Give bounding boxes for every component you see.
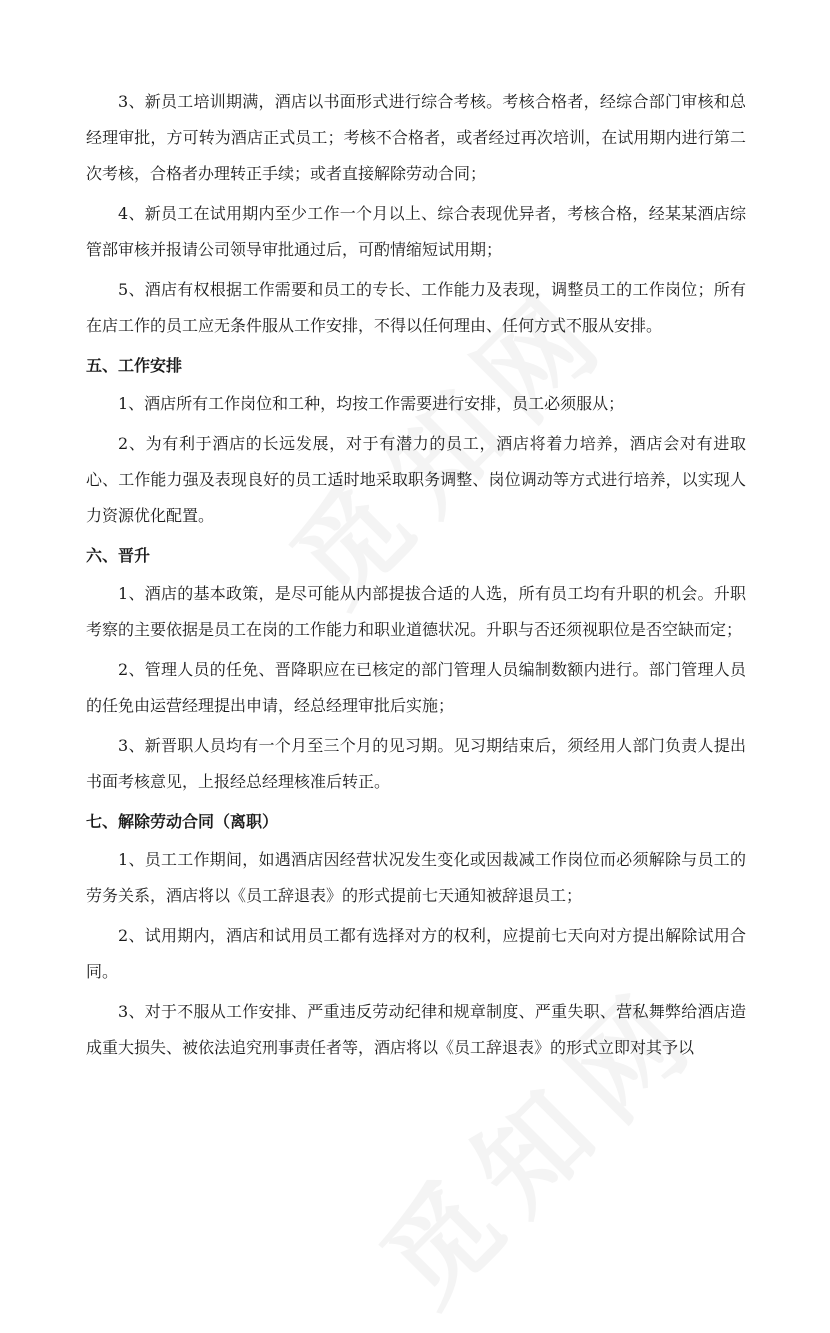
section-heading: 六、晋升 [86, 546, 151, 565]
paragraph: 3、对于不服从工作安排、严重违反劳动纪律和规章制度、严重失职、营私舞弊给酒店造成重大损失、被依法追究刑事责任者等，酒店将以《员工辞退表》的形式立即对其予以 [86, 1002, 746, 1057]
paragraph: 2、为有利于酒店的长远发展，对于有潜力的员工，酒店将着力培养，酒店会对有进取心、工作能力强及表现良好的员工适时地采取职务调整、岗位调动等方式进行培养，以实现人力资源优化配置。 [86, 434, 746, 525]
paragraph: 5、酒店有权根据工作需要和员工的专长、工作能力及表现，调整员工的工作岗位；所有在店工作的员工应无条件服从工作安排，不得以任何理由、任何方式不服从安排。 [86, 280, 746, 335]
paragraph: 1、酒店所有工作岗位和工种，均按工作需要进行安排，员工必须服从； [118, 394, 625, 413]
paragraph: 3、新员工培训期满，酒店以书面形式进行综合考核。考核合格者，经综合部门审核和总经理审批，方可转为酒店正式员工；考核不合格者，或者经过再次培训，在试用期内进行第二次考核，合格者办理转正手续；或者直接解除劳动合同； [86, 92, 746, 183]
paragraph: 1、酒店的基本政策，是尽可能从内部提拔合适的人选，所有员工均有升职的机会。升职考察的主要依据是员工在岗的工作能力和职业道德状况。升职与否还须视职位是否空缺而定； [86, 584, 746, 639]
paragraph: 2、试用期内，酒店和试用员工都有选择对方的权利，应提前七天向对方提出解除试用合同。 [86, 926, 746, 981]
section-heading: 七、解除劳动合同（离职） [86, 812, 279, 831]
paragraph: 2、管理人员的任免、晋降职应在已核定的部门管理人员编制数额内进行。部门管理人员的任免由运营经理提出申请，经总经理审批后实施； [86, 660, 746, 715]
section-heading: 五、工作安排 [86, 356, 183, 375]
paragraph: 3、新晋职人员均有一个月至三个月的见习期。见习期结束后，须经用人部门负责人提出书面考核意见，上报经总经理核准后转正。 [86, 736, 746, 791]
paragraph: 1、员工工作期间，如遇酒店因经营状况发生变化或因裁减工作岗位而必须解除与员工的劳务关系，酒店将以《员工辞退表》的形式提前七天通知被辞退员工； [86, 850, 746, 905]
document-body [86, 84, 746, 1070]
paragraph: 4、新员工在试用期内至少工作一个月以上、综合表现优异者，考核合格，经某某酒店综管部审核并报请公司领导审批通过后，可酌情缩短试用期； [86, 204, 746, 259]
